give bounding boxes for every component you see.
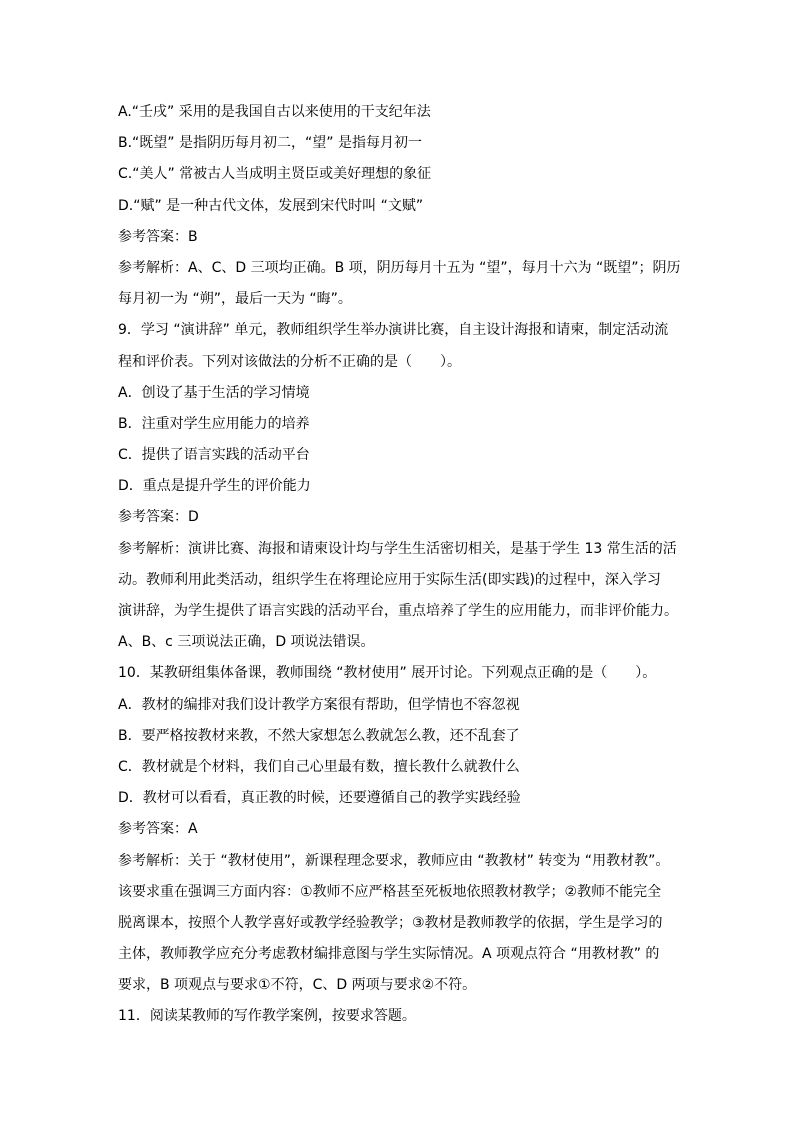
option-paragraph [118,191,688,222]
analysis-text-line: 脱离课本，按照个人教学喜好或教学经验教学；③教材是教师教学的依据，学生是学习的 [118,914,663,931]
analysis-paragraph [118,253,688,315]
option-paragraph [118,721,688,752]
answer-text-line: 参考答案：A [118,821,198,838]
answer-paragraph [118,222,688,253]
option-text-line: B．注重对学生应用能力的培养 [118,415,310,432]
document-body [118,97,688,1033]
question-text-line: 9．学习 “演讲辞” 单元，教师组织学生举办演讲比赛，自主设计海报和请柬，制定活动流 [118,322,669,339]
analysis-paragraph [118,846,688,1002]
question-text-line: 程和评价表。下列对该做法的分析不正确的是（ ）。 [118,353,461,370]
option-text-line: A．创设了基于生活的学习情境 [118,384,310,401]
option-paragraph [118,440,688,471]
option-text-line: C.“美人” 常被古人当成明主贤臣或美好理想的象征 [118,166,432,183]
answer-paragraph [118,814,688,845]
analysis-text-line: 演讲辞，为学生提供了语言实践的活动平台，重点培养了学生的应用能力，而非评价能力。 [118,603,678,619]
answer-paragraph [118,502,688,533]
option-paragraph [118,752,688,783]
question-text-line: 10．某教研组集体备课，教师围绕 “教材使用” 展开讨论。下列观点正确的是（ ）。 [118,665,657,682]
question-text-line: 11．阅读某教师的写作教学案例，按要求答题。 [118,1008,416,1025]
option-text-line: C．提供了语言实践的活动平台 [118,447,310,464]
analysis-paragraph [118,534,688,659]
analysis-text-line: 主体，教师教学应充分考虑教材编排意图与学生实际情况。A 项观点符合 “用教材教” 的 [118,946,660,963]
option-text-line: D．重点是提升学生的评价能力 [118,478,311,495]
option-paragraph [118,97,688,128]
analysis-text-line: 参考解析：演讲比赛、海报和请柬设计均与学生生活密切相关，是基于学生 13 常生活的活 [118,540,677,557]
option-text-line: A.“壬戌” 采用的是我国自古以来使用的干支纪年法 [118,104,431,120]
question-paragraph [118,658,688,689]
option-text-line: A．教材的编排对我们设计教学方案很有帮助，但学情也不容忽视 [118,696,520,713]
option-text-line: B.“既望” 是指阴历每月初二，“望” 是指每月初一 [118,135,422,152]
option-paragraph [118,783,688,814]
option-text-line: C．教材就是个材料，我们自己心里最有数，擅长教什么就教什么 [118,758,520,775]
question-paragraph [118,315,688,377]
option-paragraph [118,690,688,721]
option-text-line: D.“赋” 是一种古代文体，发展到宋代时叫 “文赋” [118,197,424,214]
option-paragraph [118,159,688,190]
analysis-text-line: 参考解析：A、C、D 三项均正确。B 项，阴历每月十五为 “望”，每月十六为 “既望”；阴历 [118,259,681,276]
option-paragraph [118,409,688,440]
option-text-line: D．教材可以看看，真正教的时候，还要遵循自己的教学实践经验 [118,790,521,807]
answer-text-line: 参考答案：B [118,228,198,245]
answer-text-line: 参考答案：D [118,509,199,526]
option-paragraph [118,128,688,159]
analysis-text-line: 动。教师利用此类活动，组织学生在将理论应用于实际生活(即实践)的过程中，深入学习 [118,571,661,588]
analysis-text-line: 参考解析：关于 “教材使用”，新课程理念要求，教师应由 “教教材” 转变为 “用教材教”。 [118,852,670,869]
analysis-text-line: A、B、c 三项说法正确，D 项说法错误。 [118,634,375,651]
option-text-line: B．要严格按教材来教，不然大家想怎么教就怎么教，还不乱套了 [118,727,520,744]
analysis-text-line: 每月初一为 “朔”，最后一天为 “晦”。 [118,291,352,308]
option-paragraph [118,471,688,502]
analysis-text-line: 该要求重在强调三方面内容：①教师不应严格甚至死板地依照教材教学；②教师不能完全 [118,883,662,900]
question-paragraph [118,1001,688,1032]
analysis-text-line: 要求，B 项观点与要求①不符，C、D 两项与要求②不符。 [118,977,477,994]
option-paragraph [118,378,688,409]
